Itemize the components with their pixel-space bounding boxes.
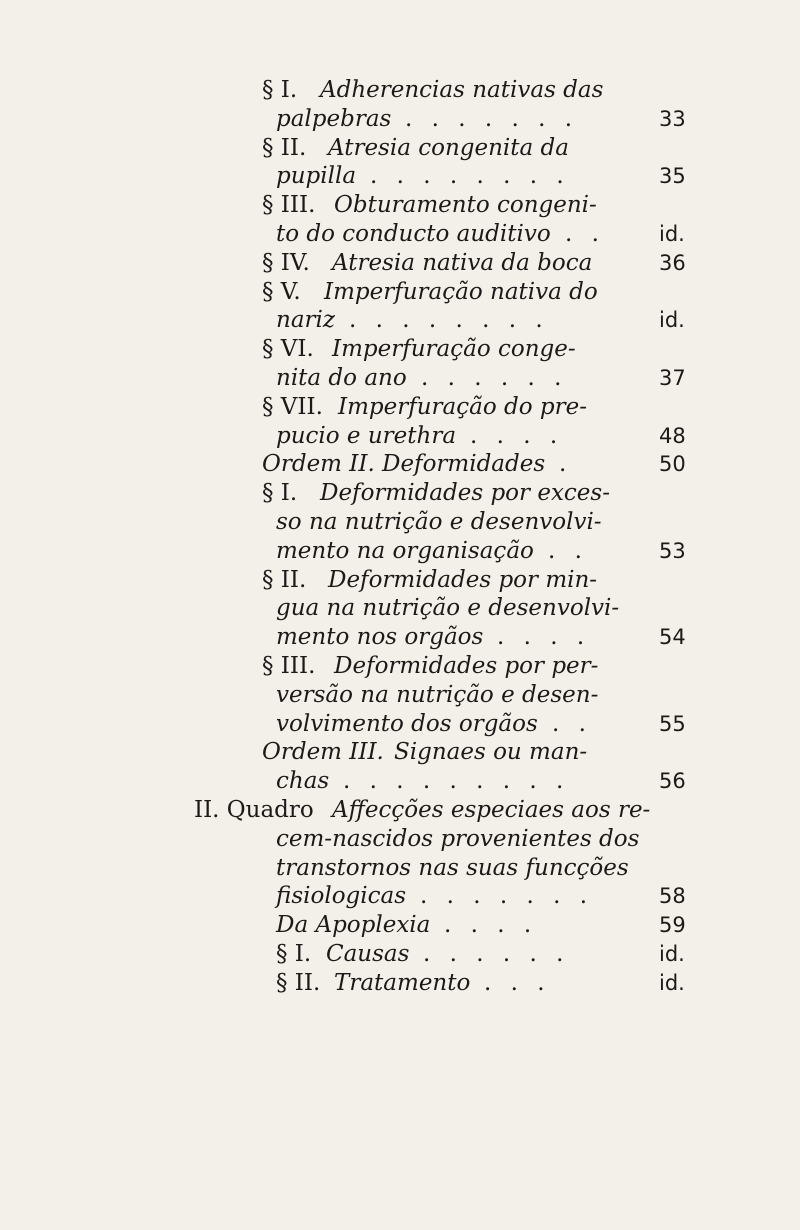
dot-leader: . . . . [497,624,591,651]
entry-title: Tratamento [334,969,471,996]
toc-line [0,566,800,595]
toc-entry [0,191,800,249]
toc-line [0,738,800,767]
section-number: § I. [276,940,312,967]
entry-title: versão na nutrição e desen- [276,681,599,708]
toc-line [0,796,800,825]
table-of-contents [0,76,800,998]
page-number: 48 [659,423,686,448]
toc-entry [0,652,800,738]
dot-leader: . [559,451,573,478]
toc-line [0,191,800,220]
section-number: § II. [262,134,307,161]
page-number: 59 [659,913,686,938]
page-number: 50 [659,452,686,477]
page-number: 36 [659,250,686,275]
entry-title: Adherencias nativas das [320,77,604,103]
dot-leader: . . . . . . [421,364,568,391]
toc-line [0,623,800,652]
dot-leader: . . [552,710,592,737]
toc-entry [0,969,800,998]
dot-leader: . . . . . . . [405,105,579,132]
dot-leader: . . [548,537,588,564]
section-number: § IV. [262,249,310,276]
entry-title: volvimento dos orgãos [276,710,538,737]
entry-title: Obturamento congeni- [334,192,597,219]
entry-title: nariz [276,307,335,334]
dot-leader: . . . . . . . . [370,163,570,190]
toc-line [0,335,800,364]
toc-line [0,278,800,307]
entry-title: Affecções especiaes aos re- [332,796,651,823]
section-number: § III. [262,192,316,219]
toc-entry [0,796,800,911]
toc-entry [0,911,800,940]
toc-line [0,882,800,911]
toc-line [0,76,800,105]
toc-line [0,220,800,249]
toc-line [0,105,800,134]
entry-title: cem-nascidos provenientes dos [276,825,640,852]
entry-title: Deformidades [382,451,546,478]
entry-title: gua na nutrição e desenvolvi- [276,595,620,622]
toc-line [0,450,800,479]
toc-line [0,393,800,422]
page-number: 56 [659,769,686,794]
toc-line [0,134,800,163]
toc-line [0,652,800,681]
page-number: 33 [659,106,686,131]
entry-title: Signaes ou man- [394,739,588,766]
section-number: § I. [262,480,298,507]
entry-title: Deformidades por per- [334,652,599,679]
toc-entry [0,479,800,565]
entry-title: Atresia congenita da [328,134,569,161]
entry-title: pupilla [276,163,357,190]
entry-title: Imperfuração nativa do [324,278,598,305]
dot-leader: . . . . [444,912,538,939]
toc-line [0,911,800,940]
section-number: § V. [262,278,301,305]
toc-line [0,767,800,796]
entry-title: Causas [326,940,410,967]
toc-line [0,364,800,393]
toc-line [0,969,800,998]
entry-title: Imperfuração do pre- [338,393,587,420]
entry-title: Deformidades por exces- [320,480,610,507]
toc-line [0,249,800,278]
quadro-label: II. Quadro [194,796,314,823]
entry-title: pucio e urethra [276,422,457,449]
toc-line [0,162,800,191]
toc-entry [0,335,800,393]
entry-title: Deformidades por min- [328,566,598,593]
section-number: § I. [262,77,298,103]
toc-line [0,422,800,451]
dot-leader: . . . [484,969,551,996]
toc-entry [0,249,800,278]
entry-title: so na nutrição e desenvolvi- [276,508,602,535]
entry-title: Da Apoplexia [276,912,431,939]
page-number: id. [659,221,685,246]
entry-title: nita do ano [276,364,407,391]
page-number: 58 [659,884,686,909]
page-number: id. [659,970,685,995]
toc-line [0,710,800,739]
toc-line [0,825,800,854]
page-number: 35 [659,164,686,189]
toc-line [0,854,800,883]
toc-line [0,479,800,508]
section-number: § VI. [262,336,314,363]
toc-entry [0,940,800,969]
toc-line [0,306,800,335]
entry-title: Imperfuração conge- [332,336,576,363]
dot-leader: . . . . . . . . [349,307,549,334]
entry-title: transtornos nas suas funcções [276,854,629,881]
page-number: 53 [659,538,686,563]
toc-line [0,537,800,566]
section-number: § VII. [262,393,323,420]
toc-entry [0,134,800,192]
toc-entry [0,76,800,134]
toc-line [0,508,800,537]
toc-entry [0,393,800,451]
page-number: 54 [659,625,686,650]
entry-title: to do conducto auditivo [276,220,551,247]
page-number: id. [659,941,685,966]
page-number: id. [659,308,685,333]
page-number: 37 [659,365,686,390]
dot-leader: . . . . . . . [420,883,594,910]
order-label: Ordem III. [262,739,384,766]
toc-line [0,594,800,623]
toc-line [0,681,800,710]
entry-title: chas [276,768,330,795]
toc-entry [0,566,800,652]
toc-entry [0,450,800,479]
dot-leader: . . . . . . [423,940,570,967]
page-number: 55 [659,711,686,736]
dot-leader: . . . . . . . . . [343,768,570,795]
section-number: § II. [262,566,307,593]
entry-title: mento nos orgãos [276,624,484,651]
toc-entry [0,278,800,336]
dot-leader: . . [565,220,605,247]
entry-title: fisiologicas [276,883,407,910]
toc-line [0,940,800,969]
section-number: § III. [262,652,316,679]
dot-leader: . . . . [470,422,564,449]
entry-title: mento na organisação [276,537,534,564]
section-number: § II. [276,969,321,996]
order-label: Ordem II. [262,451,375,478]
entry-title: Atresia nativa da boca [332,249,593,276]
toc-entry [0,738,800,796]
entry-title: palpebras [276,105,392,132]
